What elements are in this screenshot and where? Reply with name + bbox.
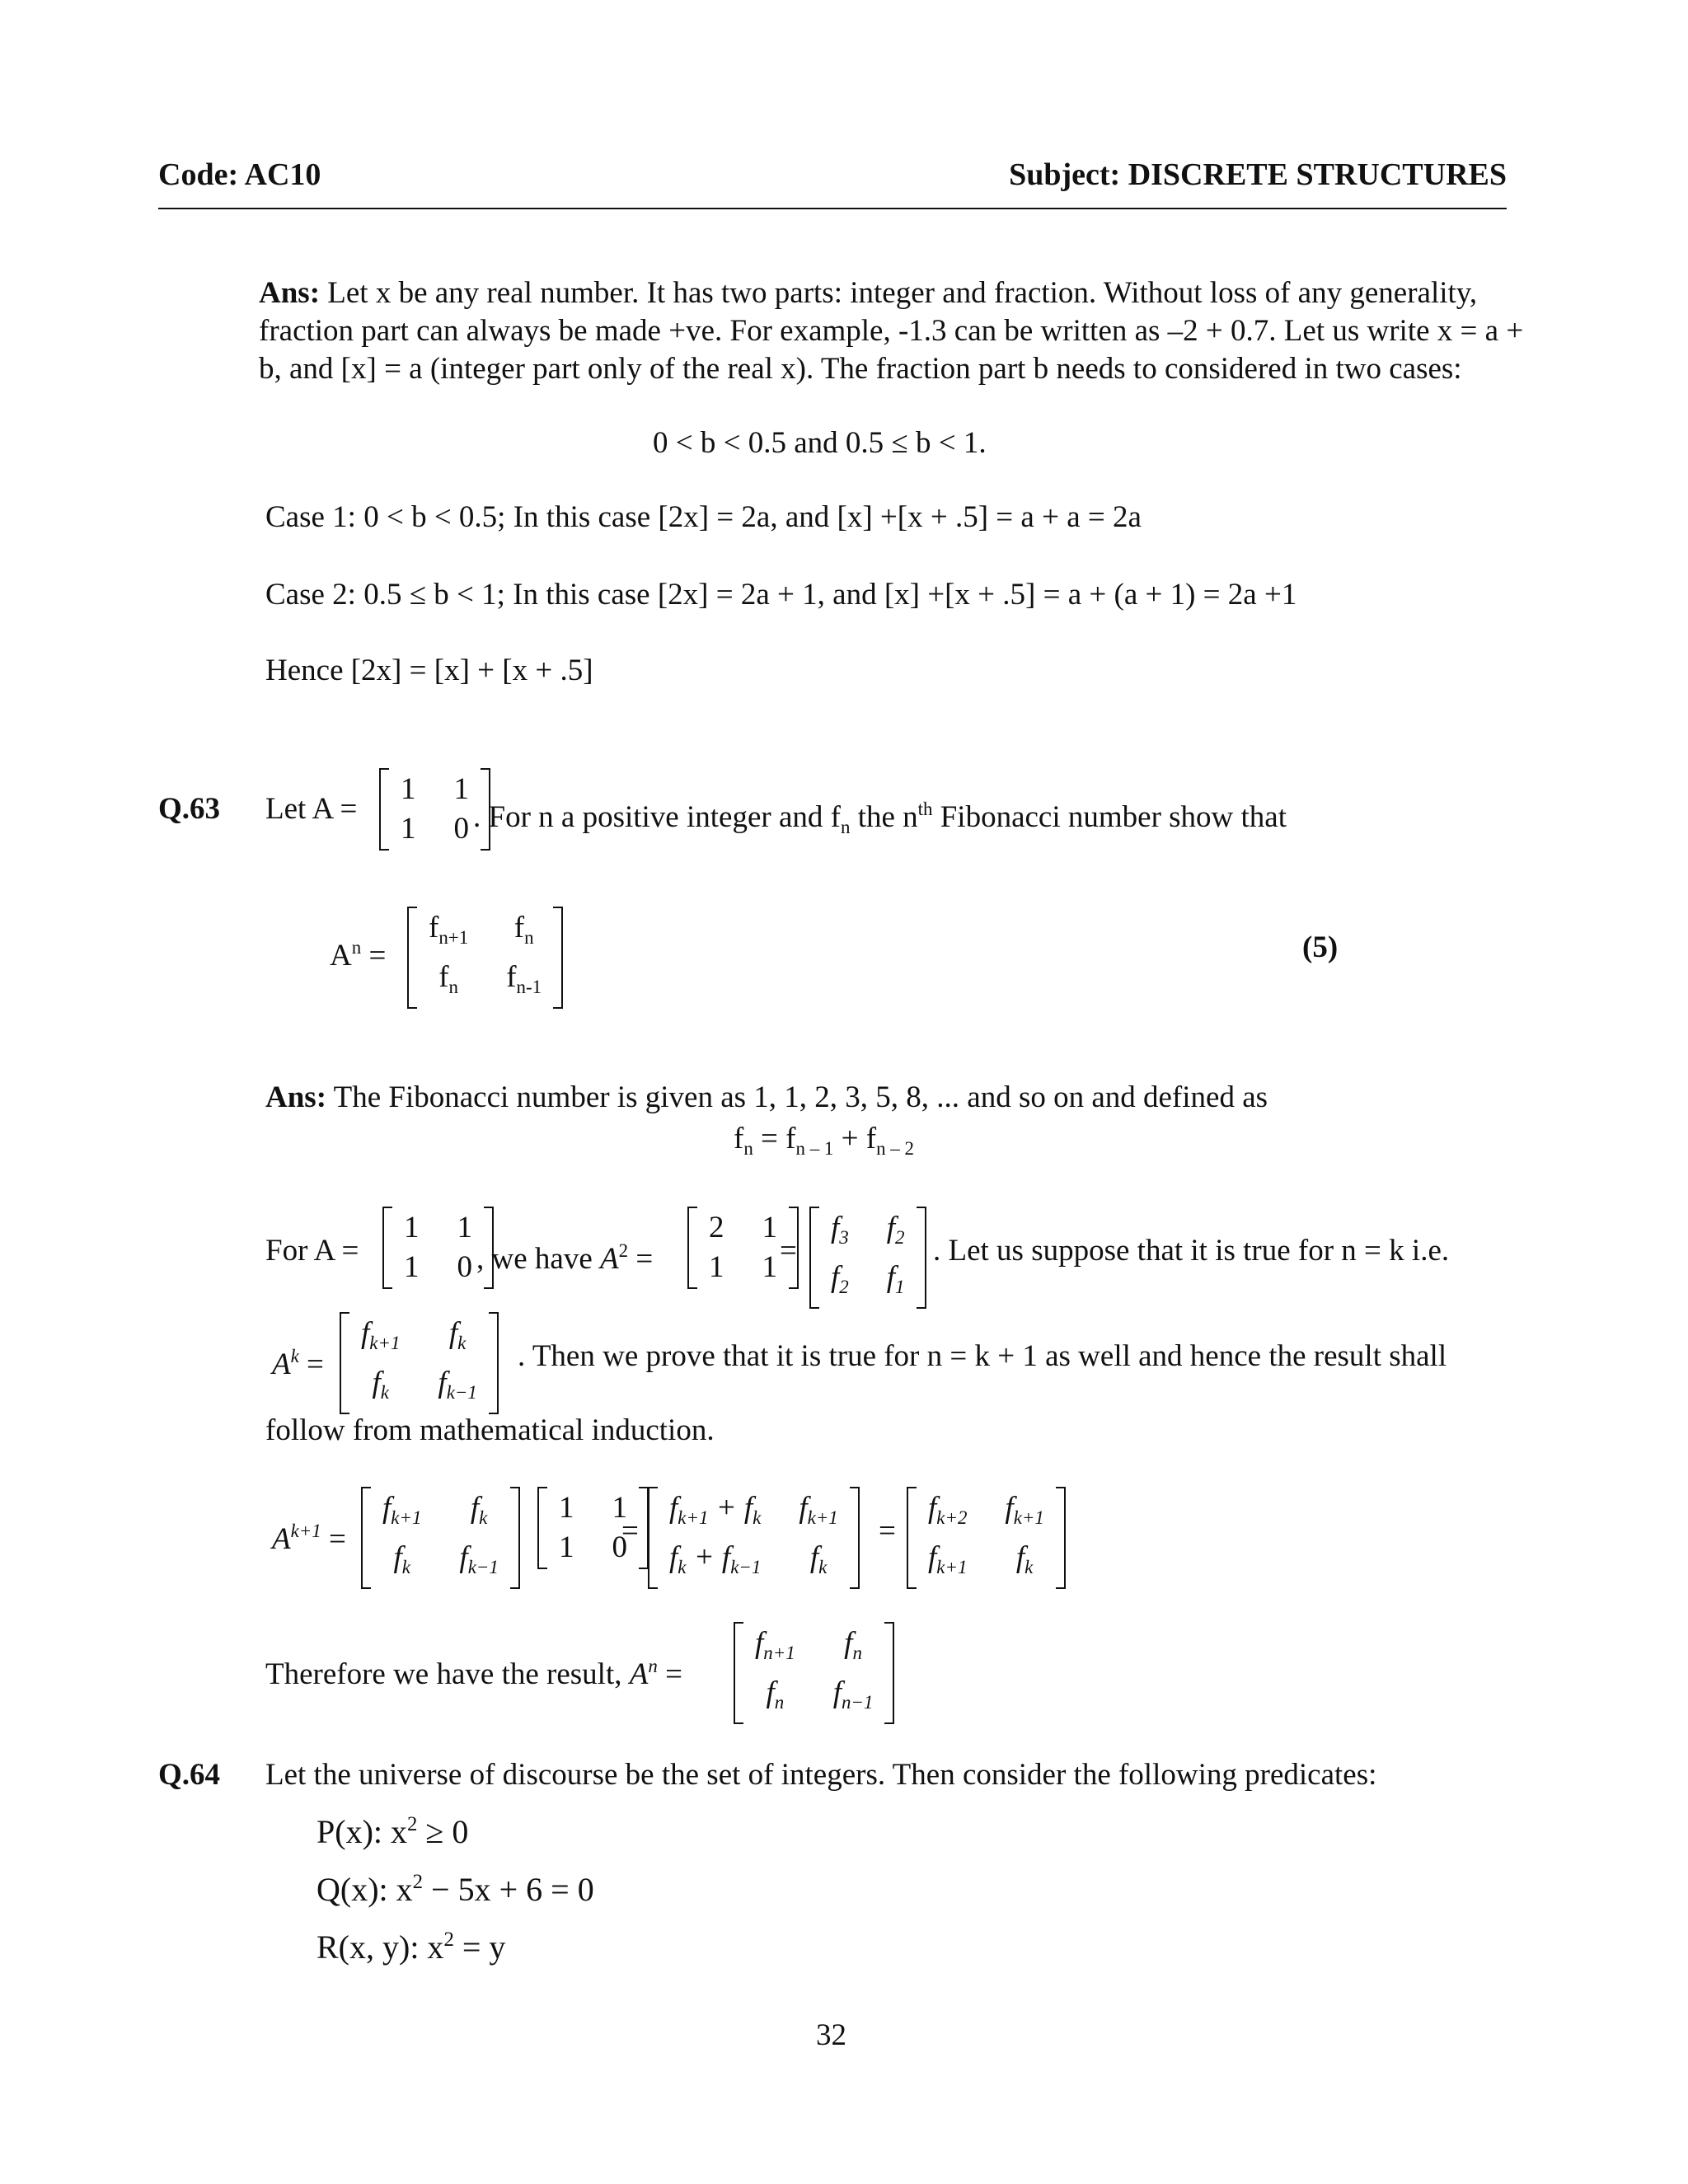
ans62-text: Let x be any real number. It has two parts: integer and fraction. Without loss of any generality, fraction part can always be made +ve. For example, -1.3 can be written as –2 + 0.7. Let us write x = a + b, and [x] = a (integer part only of the real x). The fraction part b needs to considered in two cases: xyxy=(259,276,1524,386)
q63-matrix-a: 1 1 1 0 xyxy=(379,770,490,849)
q63-a-matrix-2: 1 1 1 0 xyxy=(537,1488,649,1568)
page-number: 32 xyxy=(816,2018,846,2052)
header-code: Code: AC10 xyxy=(158,157,321,192)
q64-predicate-p: P(x): $x^2 \ge 0$ xyxy=(316,1812,469,1850)
q63-suppose: . Let us suppose that it is true for n = k i.e. xyxy=(933,1234,1450,1268)
q63-text: . For n a positive integer and $f_n$ the $n^{th}$ Fibonacci number show that xyxy=(473,799,1287,837)
q64-predicate-r: R(x, y): $x^2 = y$ xyxy=(316,1928,506,1966)
q64-predicate-q: Q(x): $x^2 - 5x + 6 = 0$ xyxy=(316,1870,594,1908)
q63-final-matrix: $f_{n+1}$ $f_n$ $f_n$ $f_{n-1}$ xyxy=(734,1624,894,1722)
q63-f-matrix: $f_3$ $f_2$ $f_2$ $f_1$ xyxy=(809,1208,926,1307)
ans62-case2: Case 2: 0.5 ≤ b < 1; In this case [2x] = 2a + 1, and [x] +[x + .5] = a + (a + 1) = 2a +1 xyxy=(265,578,1297,612)
q63-ak-matrix: $f_{k+1}$ $f_k$ $f_k$ $f_{k-1}$ xyxy=(340,1314,499,1413)
q63-let: Let A = xyxy=(265,792,358,826)
q63-an-lhs: $A^n$ = xyxy=(330,937,387,972)
q63-an-matrix: $f_{n+1}$ $f_n$ $f_n$ $f_{n-1}$ xyxy=(407,908,563,1007)
ans62-paragraph xyxy=(259,274,1528,388)
q63-ak-lhs: $A^k$ = xyxy=(272,1346,324,1381)
q63-for-a: For A = xyxy=(265,1234,359,1268)
q63-equals-3: = xyxy=(879,1514,896,1548)
q63-ans-line: Ans: The Fibonacci number is given as 1, 1, 2, 3, 5, 8, ... and so on and defined as xyxy=(265,1080,1268,1114)
q63-equals-1: = xyxy=(780,1234,797,1268)
q63-ak1-lhs: $A^{k+1}$ = xyxy=(272,1521,346,1556)
q63-follow: follow from mathematical induction. xyxy=(265,1413,715,1447)
q63-equals-2: = xyxy=(621,1514,639,1548)
q63-a2-matrix: 2 1 1 1 xyxy=(687,1208,799,1287)
q63-number: Q.63 xyxy=(158,792,221,826)
q63-result-matrix: $f_{k+2}$ $f_{k+1}$ $f_{k+1}$ $f_k$ xyxy=(907,1488,1066,1587)
q63-then-prove: . Then we prove that it is true for n = k + 1 as well and hence the result shall xyxy=(518,1339,1447,1373)
ans62-label: Ans: xyxy=(259,276,321,310)
q63-therefore: Therefore we have the result, $A^n$ = xyxy=(265,1656,682,1691)
ans62-hence: Hence [2x] = [x] + [x + .5] xyxy=(265,654,593,687)
q63-marks: (5) xyxy=(1302,930,1339,964)
q63-ak-matrix-2: $f_{k+1}$ $f_k$ $f_k$ $f_{k-1}$ xyxy=(361,1488,520,1587)
header-rule xyxy=(158,208,1507,209)
q63-recurrence: $f_n = f_{n - 1} + f_{n - 2}$ xyxy=(734,1122,914,1160)
q64-number: Q.64 xyxy=(158,1758,221,1792)
q63-sum-matrix: $f_{k+1} + f_k$ $f_{k+1}$ $f_k + f_{k-1}$ $f_k$ xyxy=(648,1488,860,1587)
ans62-cases-line: 0 < b < 0.5 and 0.5 ≤ b < 1. xyxy=(653,426,987,460)
q63-we-have: , we have $A^2$ = xyxy=(476,1240,654,1276)
header-subject: Subject: DISCRETE STRUCTURES xyxy=(1009,157,1507,192)
ans62-case1: Case 1: 0 < b < 0.5; In this case [2x] = 2a, and [x] +[x + .5] = a + a = 2a xyxy=(265,500,1142,534)
q64-text: Let the universe of discourse be the set of integers. Then consider the following predicates: xyxy=(265,1758,1377,1792)
q63-for-a-matrix: 1 1 1 0 xyxy=(382,1208,494,1287)
